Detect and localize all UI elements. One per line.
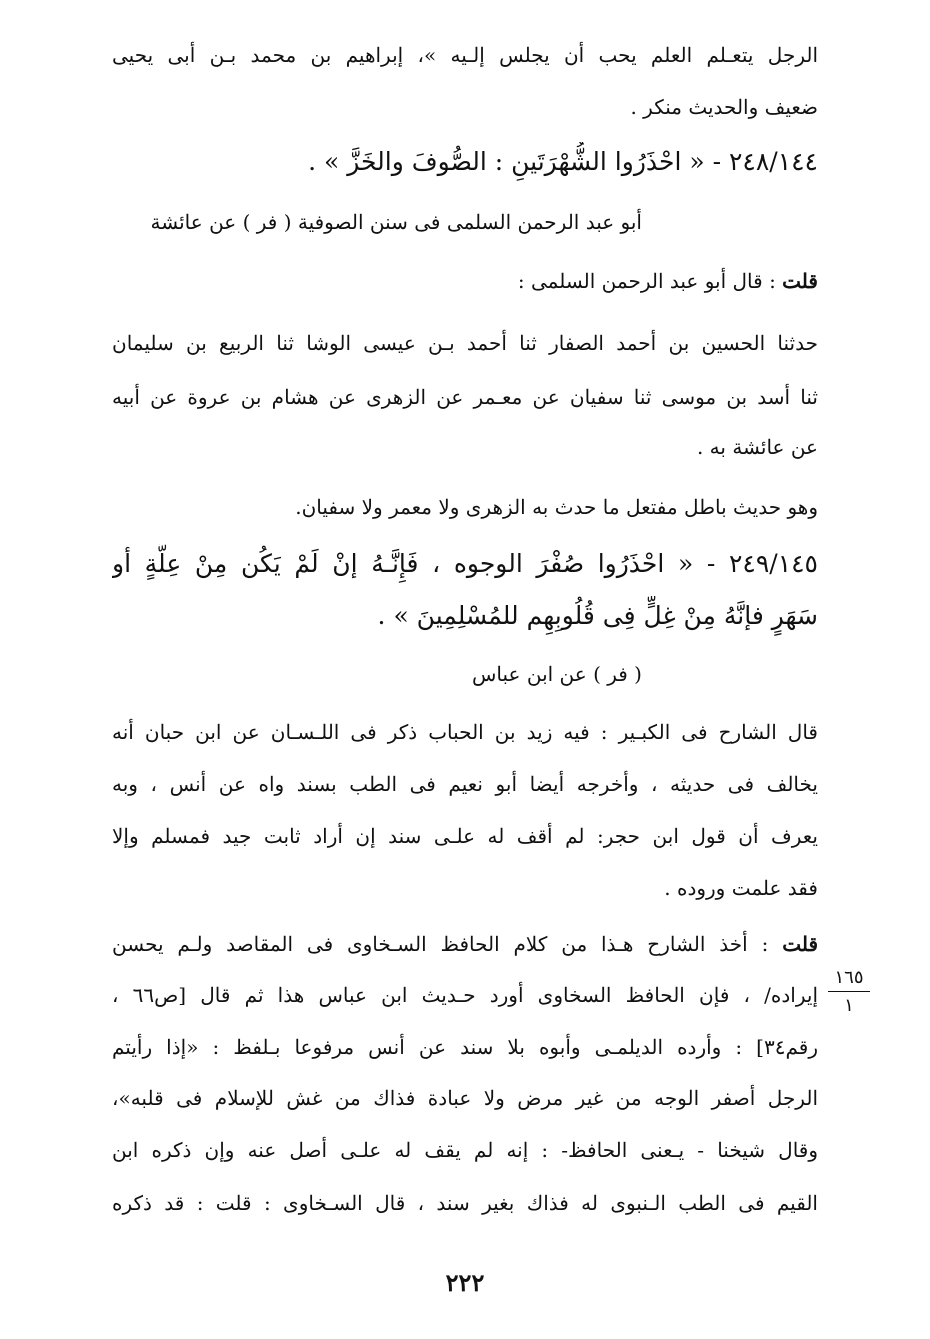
qult-label: قلت [782, 932, 818, 956]
folio-side: ١ [844, 995, 854, 1016]
text-line: إيراده/ ، فإن الحافظ السخاوى أورد حـديث ابن عباس هذا ثم قال [ص٦٦ ، [112, 983, 818, 1007]
text-line: قال أبو عبد الرحمن السلمى : [517, 269, 763, 293]
text-line: القيم فى الطب الـنبوى له فذاك بغير سند ، قال السـخاوى : قلت : قد ذكره [112, 1191, 818, 1215]
text-line: فقد علمت وروده . [664, 876, 818, 900]
text-line: يخالف فى حديثه ، وأخرجه أيضا أبو نعيم فى الطب بسند واه عن أنس ، وبه [112, 772, 818, 796]
source-line: ( فر ) عن ابن عباس [472, 662, 642, 686]
text-line: الرجل أصفر الوجه من غير مرض ولا عبادة فذاك من غش للإسلام فى قلبه»، [112, 1086, 818, 1110]
text-line: الرجل يتعـلم العلم يحب أن يجلس إلـيه »، إبراهيم بن محمد بـن أبى يحيى [112, 43, 818, 67]
text-line: وهو حديث باطل مفتعل ما حدث به الزهرى ولا معمر ولا سفيان. [295, 495, 818, 519]
text-line: يعرف أن قول ابن حجر: لم أقف له علـى سند إن أراد ثابت جيد فمسلم وإلا [112, 824, 818, 848]
text-line: وقال شيخنا - يـعنى الحافظ- : إنه لم يقف له علـى أصل عنه وإن ذكره ابن [112, 1138, 818, 1162]
source-line: أبو عبد الرحمن السلمى فى سنن الصوفية ( فر ) عن عائشة [150, 210, 642, 234]
qult-line [112, 929, 818, 959]
qult-colon: : [761, 932, 769, 956]
text-line: حدثنا الحسين بن أحمد الصفار ثنا أحمد بـن عيسى الوشا ثنا الربيع بن سليمان [112, 331, 818, 355]
qult-line [112, 266, 818, 296]
text-line: ثنا أسد بن موسى ثنا سفيان عن معـمر عن الزهرى عن هشام بن عروة عن أبيه [112, 385, 818, 409]
text-line: رقم٣٤] : وأرده الديلمـى وأبوه بلا سند عن أنس مرفوعا بـلفظ : «إذا رأيتم [112, 1035, 818, 1059]
text-line: ضعيف والحديث منكر . [630, 95, 818, 119]
qult-colon: : [769, 269, 776, 293]
text-line: قال الشارح فى الكبـير : فيه زيد بن الحباب ذكر فى اللـسـان عن ابن حبان أنه [112, 720, 818, 744]
hadith-heading-249-cont: سَهَرٍ فإنَّهُ مِنْ غِلٍّ فِى قُلُوبِهِم للمُسْلِمِينَ » . [377, 601, 818, 630]
hadith-heading-248: ٢٤٨/١٤٤ - « احْذَرُوا الشُّهْرَتَينِ : الصُّوفَ والخَزَّ » . [308, 147, 818, 176]
text-line: عن عائشة به . [696, 435, 818, 459]
text-line: أخذ الشارح هـذا من كلام الحافظ السـخاوى فى المقاصد ولـم يحسن [112, 932, 748, 956]
folio-number: ١٦٥ [828, 966, 870, 992]
manuscript-folio-note [828, 966, 870, 1018]
qult-label: قلت [782, 269, 818, 293]
hadith-heading-249: ٢٤٩/١٤٥ - « احْذَرُوا صُفْرَ الوجوه ، فَإِنَّـهُ إنْ لَمْ يَكُن مِنْ عِلَّةٍ أو [112, 549, 818, 578]
page-number: ٢٢٢ [445, 1268, 485, 1297]
